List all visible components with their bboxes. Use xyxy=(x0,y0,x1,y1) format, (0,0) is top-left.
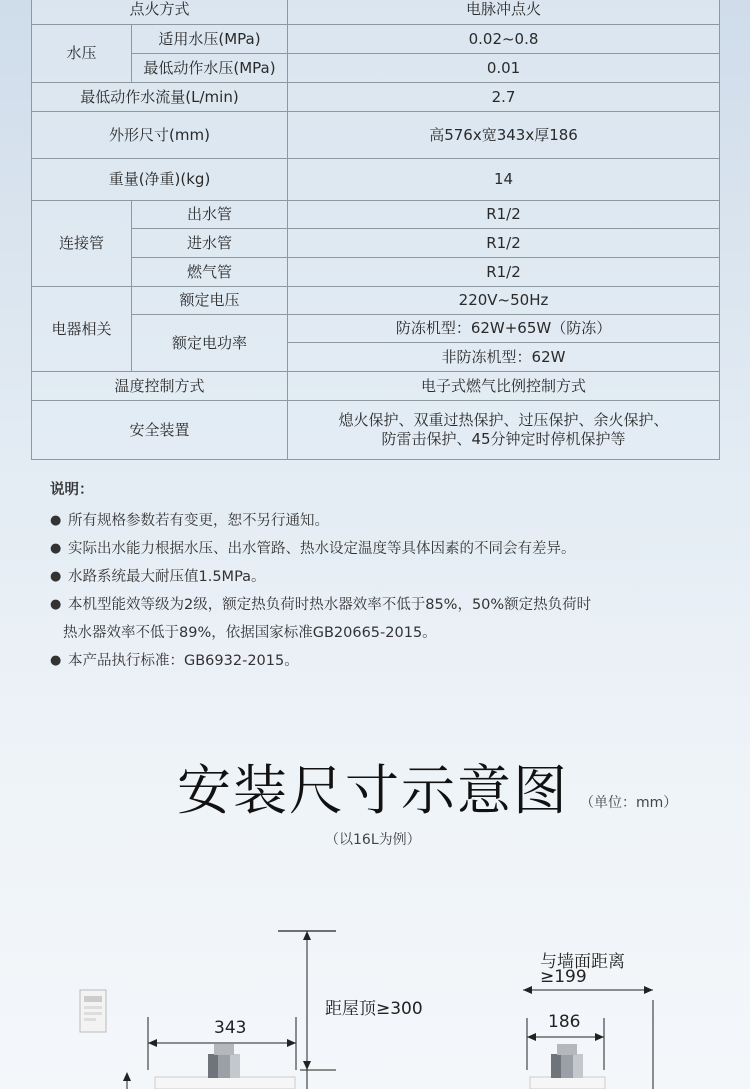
table-row xyxy=(32,401,720,460)
spec-table xyxy=(31,0,720,460)
outlet-label: 出水管 xyxy=(132,201,288,229)
notes-section xyxy=(50,478,730,675)
inlet-value: R1/2 xyxy=(288,229,720,258)
voltage-value: 220V~50Hz xyxy=(288,287,720,315)
gas-value: R1/2 xyxy=(288,258,720,287)
note-item: ● 实际出水能力根据水压、出水管路、热水设定温度等具体因素的不同会有差异。 xyxy=(50,535,730,563)
note-item: ● 水路系统最大耐压值1.5MPa。 xyxy=(50,563,730,591)
ignition-value: 电脉冲点火 xyxy=(288,0,720,25)
outlet-value: R1/2 xyxy=(288,201,720,229)
table-row xyxy=(32,201,720,229)
table-row xyxy=(32,315,720,343)
table-row xyxy=(32,258,720,287)
weight-value: 14 xyxy=(288,159,720,201)
power-label: 额定电功率 xyxy=(132,315,288,372)
min-flow-value: 2.7 xyxy=(288,83,720,112)
power-value-1: 防冻机型：62W+65W（防冻） xyxy=(288,315,720,343)
example-note: （以16L为例） xyxy=(325,832,421,848)
min-pressure-value: 0.01 xyxy=(288,54,720,83)
safety-value-line-1: 熄火保护、双重过热保护、过压保护、余火保护、 xyxy=(338,411,669,430)
table-row xyxy=(32,159,720,201)
voltage-label: 额定电压 xyxy=(132,287,288,315)
min-pressure-label: 最低动作水压(MPa) xyxy=(132,54,288,83)
temp-control-value: 电子式燃气比例控制方式 xyxy=(288,372,720,401)
section-title: 安装尺寸示意图 xyxy=(177,759,569,822)
wall-distance-label: 与墙面距离 xyxy=(540,952,625,972)
table-row xyxy=(32,83,720,112)
inlet-label: 进水管 xyxy=(132,229,288,258)
flue-pipe-side xyxy=(551,1044,583,1078)
table-row xyxy=(32,54,720,83)
min-flow-label: 最低动作水流量(L/min) xyxy=(32,83,288,112)
note-item: ● 本机型能效等级为2级，额定热负荷时热水器效率不低于85%，50%额定热负荷时 xyxy=(50,591,730,619)
notes-title: 说明： xyxy=(50,482,94,498)
table-row xyxy=(32,25,720,54)
table-row xyxy=(32,112,720,159)
note-item: ● 所有规格参数若有变更，恕不另行通知。 xyxy=(50,507,730,535)
pipe-label: 连接管 xyxy=(32,201,132,287)
safety-label: 安全装置 xyxy=(32,401,288,460)
wall-distance-value: ≥199 xyxy=(540,967,587,987)
applicable-pressure-label: 适用水压(MPa) xyxy=(132,25,288,54)
gas-label: 燃气管 xyxy=(132,258,288,287)
power-value-2: 非防冻机型：62W xyxy=(288,343,720,372)
electrical-label: 电器相关 xyxy=(32,287,132,372)
note-item: ● 本产品执行标准：GB6932-2015。 xyxy=(50,647,730,675)
table-row xyxy=(32,0,720,25)
applicable-pressure-value: 0.02~0.8 xyxy=(288,25,720,54)
safety-value xyxy=(288,401,720,460)
weight-label: 重量(净重)(kg) xyxy=(32,159,288,201)
product-thumbnail-icon xyxy=(80,990,106,1032)
ceiling-distance-label: 距屋顶≥300 xyxy=(325,999,423,1019)
table-row xyxy=(32,229,720,258)
dimensions-label: 外形尺寸(mm) xyxy=(32,112,288,159)
temp-control-label: 温度控制方式 xyxy=(32,372,288,401)
width-label: 343 xyxy=(214,1018,247,1038)
flue-pipe-front xyxy=(208,1044,240,1078)
unit-note: （单位：mm） xyxy=(580,795,678,811)
depth-label: 186 xyxy=(548,1012,581,1032)
table-row xyxy=(32,287,720,315)
note-item-continuation: 热水器效率不低于89%，依据国家标准GB20665-2015。 xyxy=(63,625,437,641)
dimensions-value: 高576x宽343x厚186 xyxy=(288,112,720,159)
water-pressure-label: 水压 xyxy=(32,25,132,83)
ignition-label: 点火方式 xyxy=(32,0,288,25)
safety-value-line-2: 防雷击保护、45分钟定时停机保护等 xyxy=(381,430,626,448)
table-row xyxy=(32,372,720,401)
